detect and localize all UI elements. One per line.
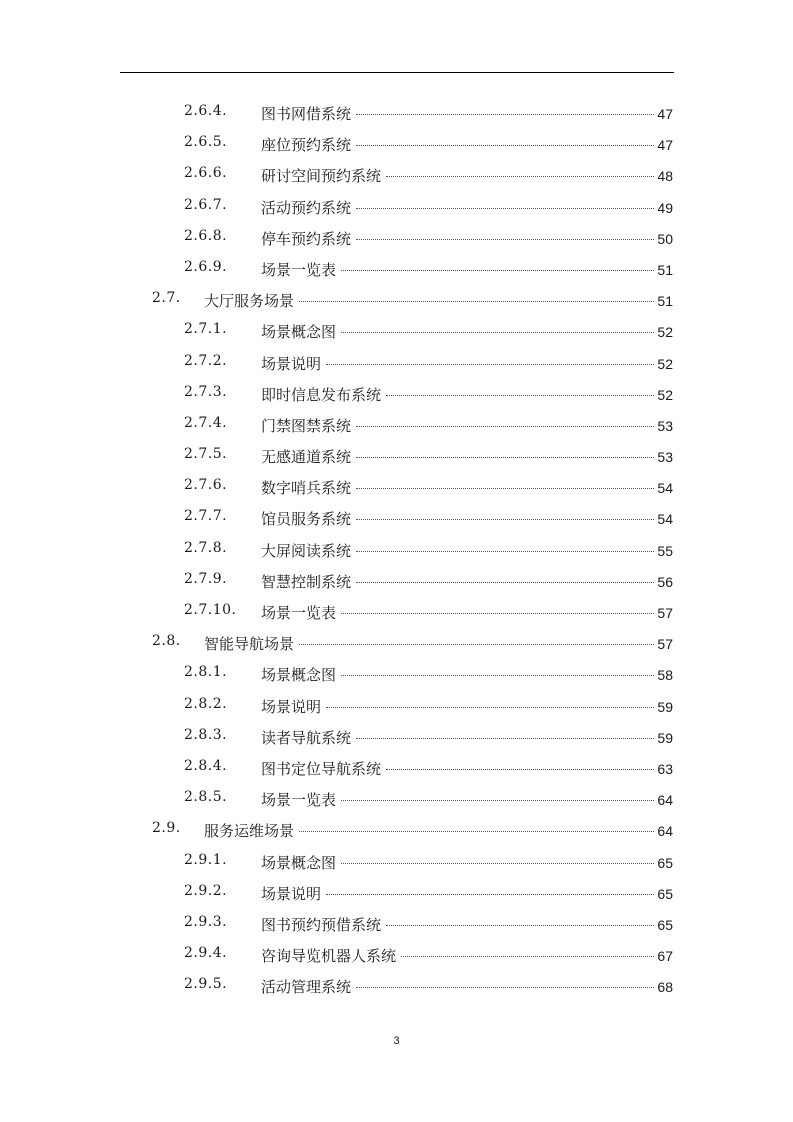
toc-entry-number: 2.8.3.	[184, 726, 228, 743]
toc-entry[interactable]	[0, 408, 793, 439]
toc-entry-page: 59	[657, 729, 673, 746]
toc-entry-title[interactable]: 智能导航场景	[204, 635, 295, 654]
dot-leader	[341, 800, 654, 801]
header-rule	[120, 72, 674, 73]
toc-entry-line	[204, 290, 673, 310]
toc-entry[interactable]	[0, 96, 793, 127]
toc-entry-number: 2.8.	[152, 633, 181, 650]
toc-entry-line	[261, 789, 673, 809]
toc-entry[interactable]	[0, 782, 793, 813]
toc-entry-line	[204, 820, 673, 840]
toc-entry-line	[261, 384, 673, 404]
toc-entry-number: 2.9.3.	[184, 913, 228, 930]
toc-entry-line	[261, 508, 673, 528]
table-of-contents	[0, 96, 793, 1000]
dot-leader	[356, 582, 654, 583]
toc-entry-line	[261, 758, 673, 778]
toc-entry-line	[261, 852, 673, 872]
dot-leader	[356, 519, 654, 520]
toc-entry-title[interactable]: 门禁图禁系统	[261, 416, 352, 435]
toc-entry-line	[261, 540, 673, 560]
toc-entry[interactable]	[0, 564, 793, 595]
toc-entry-line	[261, 664, 673, 684]
dot-leader	[326, 707, 654, 708]
toc-entry-page: 58	[657, 667, 673, 684]
toc-entry-number: 2.7.10.	[184, 602, 237, 618]
toc-entry[interactable]	[0, 470, 793, 501]
toc-entry[interactable]	[0, 813, 793, 844]
toc-entry-title[interactable]: 场景说明	[261, 354, 322, 373]
toc-entry-title[interactable]: 场景说明	[261, 697, 322, 716]
dot-leader	[356, 114, 654, 115]
toc-entry-page: 52	[657, 355, 673, 372]
toc-entry-line	[261, 446, 673, 466]
toc-entry-page: 65	[657, 854, 673, 871]
toc-entry-title[interactable]: 场景一览表	[261, 604, 337, 622]
toc-entry-page: 65	[657, 885, 673, 902]
toc-entry-number: 2.7.5.	[184, 446, 228, 463]
dot-leader	[386, 395, 654, 396]
toc-entry-line	[261, 883, 673, 903]
toc-entry-page: 53	[657, 417, 673, 434]
toc-entry-number: 2.9.2.	[184, 882, 228, 899]
toc-entry-number: 2.7.8.	[184, 539, 228, 556]
toc-entry-page: 68	[657, 979, 673, 996]
dot-leader	[356, 457, 654, 458]
toc-entry-line	[261, 321, 673, 341]
dot-leader	[341, 613, 654, 614]
toc-entry-line	[261, 197, 673, 217]
toc-entry[interactable]	[0, 377, 793, 408]
dot-leader	[356, 488, 654, 489]
toc-entry[interactable]	[0, 938, 793, 969]
toc-entry-page: 57	[657, 605, 673, 621]
dot-leader	[356, 738, 654, 739]
toc-entry-page: 51	[657, 261, 673, 278]
toc-entry-line	[261, 103, 673, 123]
toc-entry-number: 2.8.4.	[184, 757, 228, 774]
toc-entry-page: 51	[657, 293, 673, 310]
toc-entry-page: 54	[657, 511, 673, 528]
toc-entry-line	[261, 696, 673, 716]
toc-entry-title[interactable]: 场景一览表	[261, 260, 337, 279]
toc-entry-title[interactable]: 数字哨兵系统	[261, 479, 352, 498]
toc-entry[interactable]	[0, 907, 793, 938]
toc-entry-line	[204, 633, 673, 653]
toc-entry-page: 67	[657, 948, 673, 965]
toc-entry-title[interactable]: 服务运维场景	[204, 822, 295, 841]
toc-entry[interactable]	[0, 346, 793, 377]
dot-leader	[356, 145, 654, 146]
dot-leader	[356, 987, 654, 988]
toc-entry[interactable]	[0, 657, 793, 688]
toc-entry-page: 63	[657, 760, 673, 777]
toc-entry-page: 47	[657, 137, 673, 154]
dot-leader	[299, 831, 654, 832]
toc-entry-line	[261, 976, 673, 996]
toc-entry[interactable]	[0, 439, 793, 470]
toc-entry-title[interactable]: 图书预约预借系统	[261, 915, 382, 934]
dot-leader	[356, 239, 654, 240]
toc-entry-line	[261, 602, 673, 622]
toc-entry-line	[261, 228, 673, 248]
dot-leader	[356, 208, 654, 209]
toc-entry[interactable]	[0, 720, 793, 751]
dot-leader	[386, 769, 654, 770]
toc-entry-page: 65	[657, 916, 673, 933]
toc-entry-number: 2.8.5.	[184, 789, 228, 806]
toc-entry-line	[261, 134, 673, 154]
toc-entry-title[interactable]: 场景概念图	[261, 666, 337, 685]
dot-leader	[341, 675, 654, 676]
toc-entry-title[interactable]: 大屏阅读系统	[261, 541, 352, 560]
toc-entry-number: 2.8.1.	[184, 664, 228, 681]
toc-entry-number: 2.7.	[152, 290, 181, 307]
toc-entry-title[interactable]: 场景概念图	[261, 853, 337, 872]
page-number: 3	[393, 1035, 400, 1047]
dot-leader	[341, 863, 654, 864]
toc-entry[interactable]	[0, 689, 793, 720]
toc-entry-title[interactable]: 研讨空间预约系统	[261, 167, 382, 186]
toc-entry-number: 2.7.6.	[184, 477, 228, 494]
toc-entry-page: 52	[657, 324, 673, 341]
dot-leader	[326, 894, 654, 895]
toc-entry-page: 52	[657, 386, 673, 403]
toc-entry-number: 2.7.3.	[184, 383, 228, 400]
toc-entry-line	[261, 353, 673, 373]
dot-leader	[386, 176, 654, 177]
dot-leader	[326, 364, 654, 365]
toc-entry-number: 2.7.4.	[184, 414, 228, 431]
toc-entry-number: 2.6.6.	[184, 165, 228, 182]
toc-entry-number: 2.7.9.	[184, 570, 228, 587]
toc-entry[interactable]	[0, 969, 793, 1000]
toc-entry-title[interactable]: 图书定位导航系统	[261, 759, 382, 778]
toc-entry-number: 2.6.7.	[184, 196, 228, 213]
dot-leader	[356, 551, 654, 552]
toc-entry-number: 2.7.2.	[184, 352, 228, 369]
toc-entry-title[interactable]: 停车预约系统	[261, 229, 352, 248]
toc-entry-page: 64	[657, 823, 673, 840]
toc-entry[interactable]	[0, 751, 793, 782]
dot-leader	[356, 426, 654, 427]
toc-entry-line	[261, 415, 673, 435]
toc-entry-title[interactable]: 无感通道系统	[261, 448, 352, 467]
toc-entry[interactable]	[0, 626, 793, 657]
toc-entry-title[interactable]: 场景一览表	[261, 791, 337, 810]
dot-leader	[386, 925, 654, 926]
toc-entry-number: 2.6.8.	[184, 227, 228, 244]
toc-entry[interactable]	[0, 314, 793, 345]
toc-entry-title[interactable]: 图书网借系统	[261, 105, 352, 123]
toc-entry-title[interactable]: 活动预约系统	[261, 198, 352, 217]
toc-entry-title[interactable]: 场景概念图	[261, 323, 337, 342]
toc-entry-page: 47	[657, 106, 673, 122]
toc-entry-line	[261, 477, 673, 497]
toc-entry-page: 49	[657, 199, 673, 216]
toc-entry-line	[261, 259, 673, 279]
toc-entry[interactable]	[0, 158, 793, 189]
toc-entry-page: 55	[657, 542, 673, 559]
toc-entry-page: 50	[657, 230, 673, 247]
toc-entry-number: 2.7.7.	[184, 508, 228, 525]
dot-leader	[401, 956, 654, 957]
toc-entry-number: 2.6.4.	[184, 103, 228, 119]
toc-entry-line	[261, 727, 673, 747]
toc-entry[interactable]	[0, 595, 793, 626]
toc-entry-page: 56	[657, 573, 673, 590]
toc-entry-number: 2.6.5.	[184, 134, 228, 151]
toc-entry-page: 54	[657, 480, 673, 497]
toc-entry-title[interactable]: 咨询导览机器人系统	[261, 947, 397, 966]
toc-entry[interactable]	[0, 127, 793, 158]
dot-leader	[299, 301, 654, 302]
toc-entry-number: 2.7.1.	[184, 321, 228, 338]
toc-entry-number: 2.9.1.	[184, 851, 228, 868]
toc-entry-page: 59	[657, 698, 673, 715]
toc-entry-title[interactable]: 大厅服务场景	[204, 292, 295, 311]
toc-entry-title[interactable]: 即时信息发布系统	[261, 385, 382, 404]
toc-entry[interactable]	[0, 845, 793, 876]
toc-entry-title[interactable]: 座位预约系统	[261, 136, 352, 155]
toc-entry-page: 64	[657, 792, 673, 809]
dot-leader	[299, 644, 654, 645]
dot-leader	[341, 270, 654, 271]
toc-entry[interactable]	[0, 283, 793, 314]
toc-entry-page: 48	[657, 168, 673, 185]
toc-entry-line	[261, 945, 673, 965]
toc-entry-line	[261, 571, 673, 591]
toc-entry-title[interactable]: 场景说明	[261, 884, 322, 903]
toc-entry-line	[261, 914, 673, 934]
toc-entry-line	[261, 165, 673, 185]
toc-entry-page: 53	[657, 449, 673, 466]
toc-entry-title[interactable]: 活动管理系统	[261, 978, 352, 997]
toc-entry-number: 2.8.2.	[184, 695, 228, 712]
toc-entry-page: 57	[657, 636, 673, 653]
toc-entry-title[interactable]: 智慧控制系统	[261, 572, 352, 591]
toc-entry-title[interactable]: 读者导航系统	[261, 728, 352, 747]
toc-entry-number: 2.9.	[152, 820, 181, 837]
toc-entry[interactable]	[0, 221, 793, 252]
toc-entry-number: 2.9.4.	[184, 945, 228, 962]
toc-entry-title[interactable]: 馆员服务系统	[261, 510, 352, 529]
toc-entry-number: 2.6.9.	[184, 258, 228, 275]
dot-leader	[341, 332, 654, 333]
toc-entry[interactable]	[0, 533, 793, 564]
toc-entry-number: 2.9.5.	[184, 976, 228, 993]
toc-entry[interactable]	[0, 190, 793, 221]
toc-entry[interactable]	[0, 501, 793, 532]
toc-entry[interactable]	[0, 252, 793, 283]
toc-entry[interactable]	[0, 876, 793, 907]
